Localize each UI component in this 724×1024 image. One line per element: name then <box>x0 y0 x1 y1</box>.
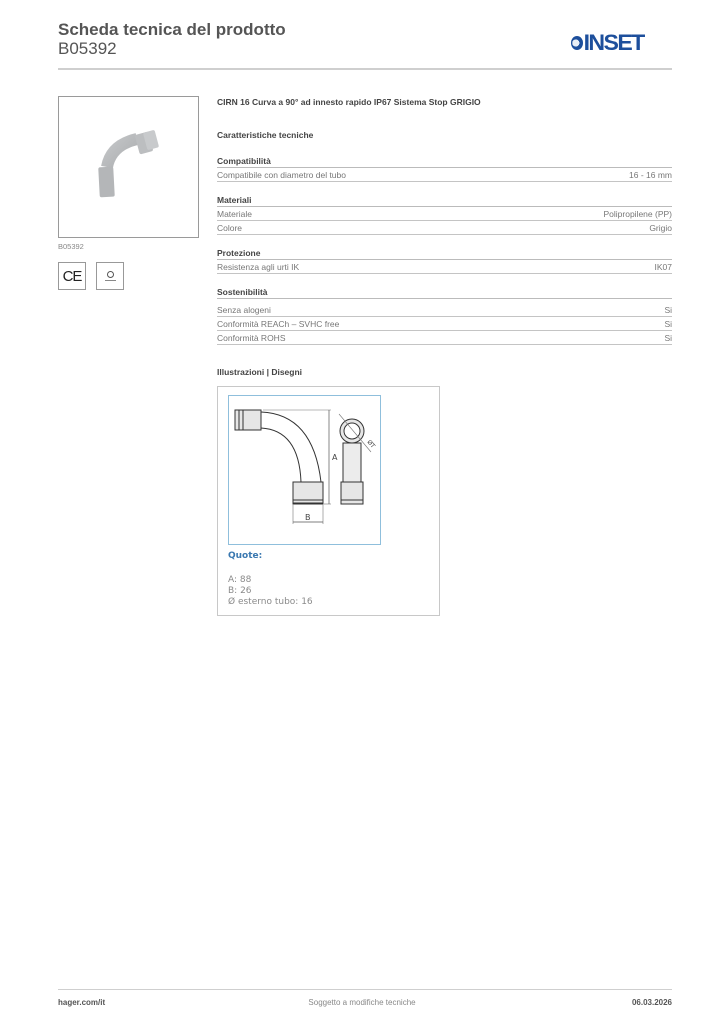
product-code-label: B05392 <box>58 242 84 251</box>
product-name: CIRN 16 Curva a 90° ad innesto rapido IP67 Sistema Stop GRIGIO <box>217 97 481 107</box>
quote-diameter: Ø esterno tubo: 16 <box>228 597 313 607</box>
product-code-header: B05392 <box>58 39 117 58</box>
cert-caption <box>105 280 116 282</box>
inset-logo <box>571 30 644 55</box>
spec-row <box>217 332 672 345</box>
ce-mark-icon: CE <box>58 262 86 290</box>
spec-value: 16 - 16 mm <box>629 170 672 180</box>
footer-divider <box>58 989 672 990</box>
group-title-materiali: Materiali <box>217 195 672 207</box>
spec-row <box>217 169 672 182</box>
spec-label: Compatibile con diametro del tubo <box>217 170 346 180</box>
spec-value: Grigio <box>649 223 672 233</box>
spec-value: Si <box>664 319 672 329</box>
spec-row <box>217 208 672 221</box>
group-title-protezione: Protezione <box>217 248 672 260</box>
svg-text:A: A <box>332 453 338 462</box>
logo-circle-icon <box>571 36 583 50</box>
footer-disclaimer: Soggetto a modifiche tecniche <box>308 998 416 1007</box>
spec-row <box>217 261 672 274</box>
quotes-title: Quote: <box>228 551 263 561</box>
group-title-sostenibilita: Sostenibilità <box>217 287 672 299</box>
logo-text: INSET <box>583 30 644 55</box>
cert-symbol <box>107 271 114 278</box>
svg-text:ØT: ØT <box>365 438 377 450</box>
svg-text:B: B <box>305 513 311 522</box>
spec-row <box>217 304 672 317</box>
spec-value: IK07 <box>654 262 672 272</box>
spec-label: Conformità ROHS <box>217 333 286 343</box>
technical-drawing <box>228 395 381 545</box>
elbow-fitting-icon <box>59 97 198 237</box>
spec-row <box>217 318 672 331</box>
spec-value: Si <box>664 333 672 343</box>
spec-label: Colore <box>217 223 243 233</box>
spec-value: Si <box>664 305 672 315</box>
group-title-compatibilita: Compatibilità <box>217 156 672 168</box>
spec-value: Polipropilene (PP) <box>603 209 672 219</box>
spec-label: Resistenza agli urti IK <box>217 262 300 272</box>
footer-date: 06.03.2026 <box>631 998 672 1007</box>
illustrations-caption: Illustrazioni | Disegni <box>217 367 303 377</box>
footer-website-link[interactable]: hager.com/it <box>58 998 106 1007</box>
page-title: Scheda tecnica del prodotto <box>58 20 286 39</box>
spec-label: Materiale <box>217 209 252 219</box>
spec-label: Senza alogeni <box>217 305 271 315</box>
spec-row <box>217 222 672 235</box>
quote-b: B: 26 <box>228 586 252 596</box>
elbow-dimension-drawing-icon <box>229 396 380 544</box>
header-divider <box>58 68 672 70</box>
specs-caption: Caratteristiche tecniche <box>217 130 314 140</box>
quote-a: A: 88 <box>228 575 252 585</box>
certification-mark-icon <box>96 262 124 290</box>
product-image <box>58 96 199 238</box>
spec-label: Conformità REACh – SVHC free <box>217 319 340 329</box>
